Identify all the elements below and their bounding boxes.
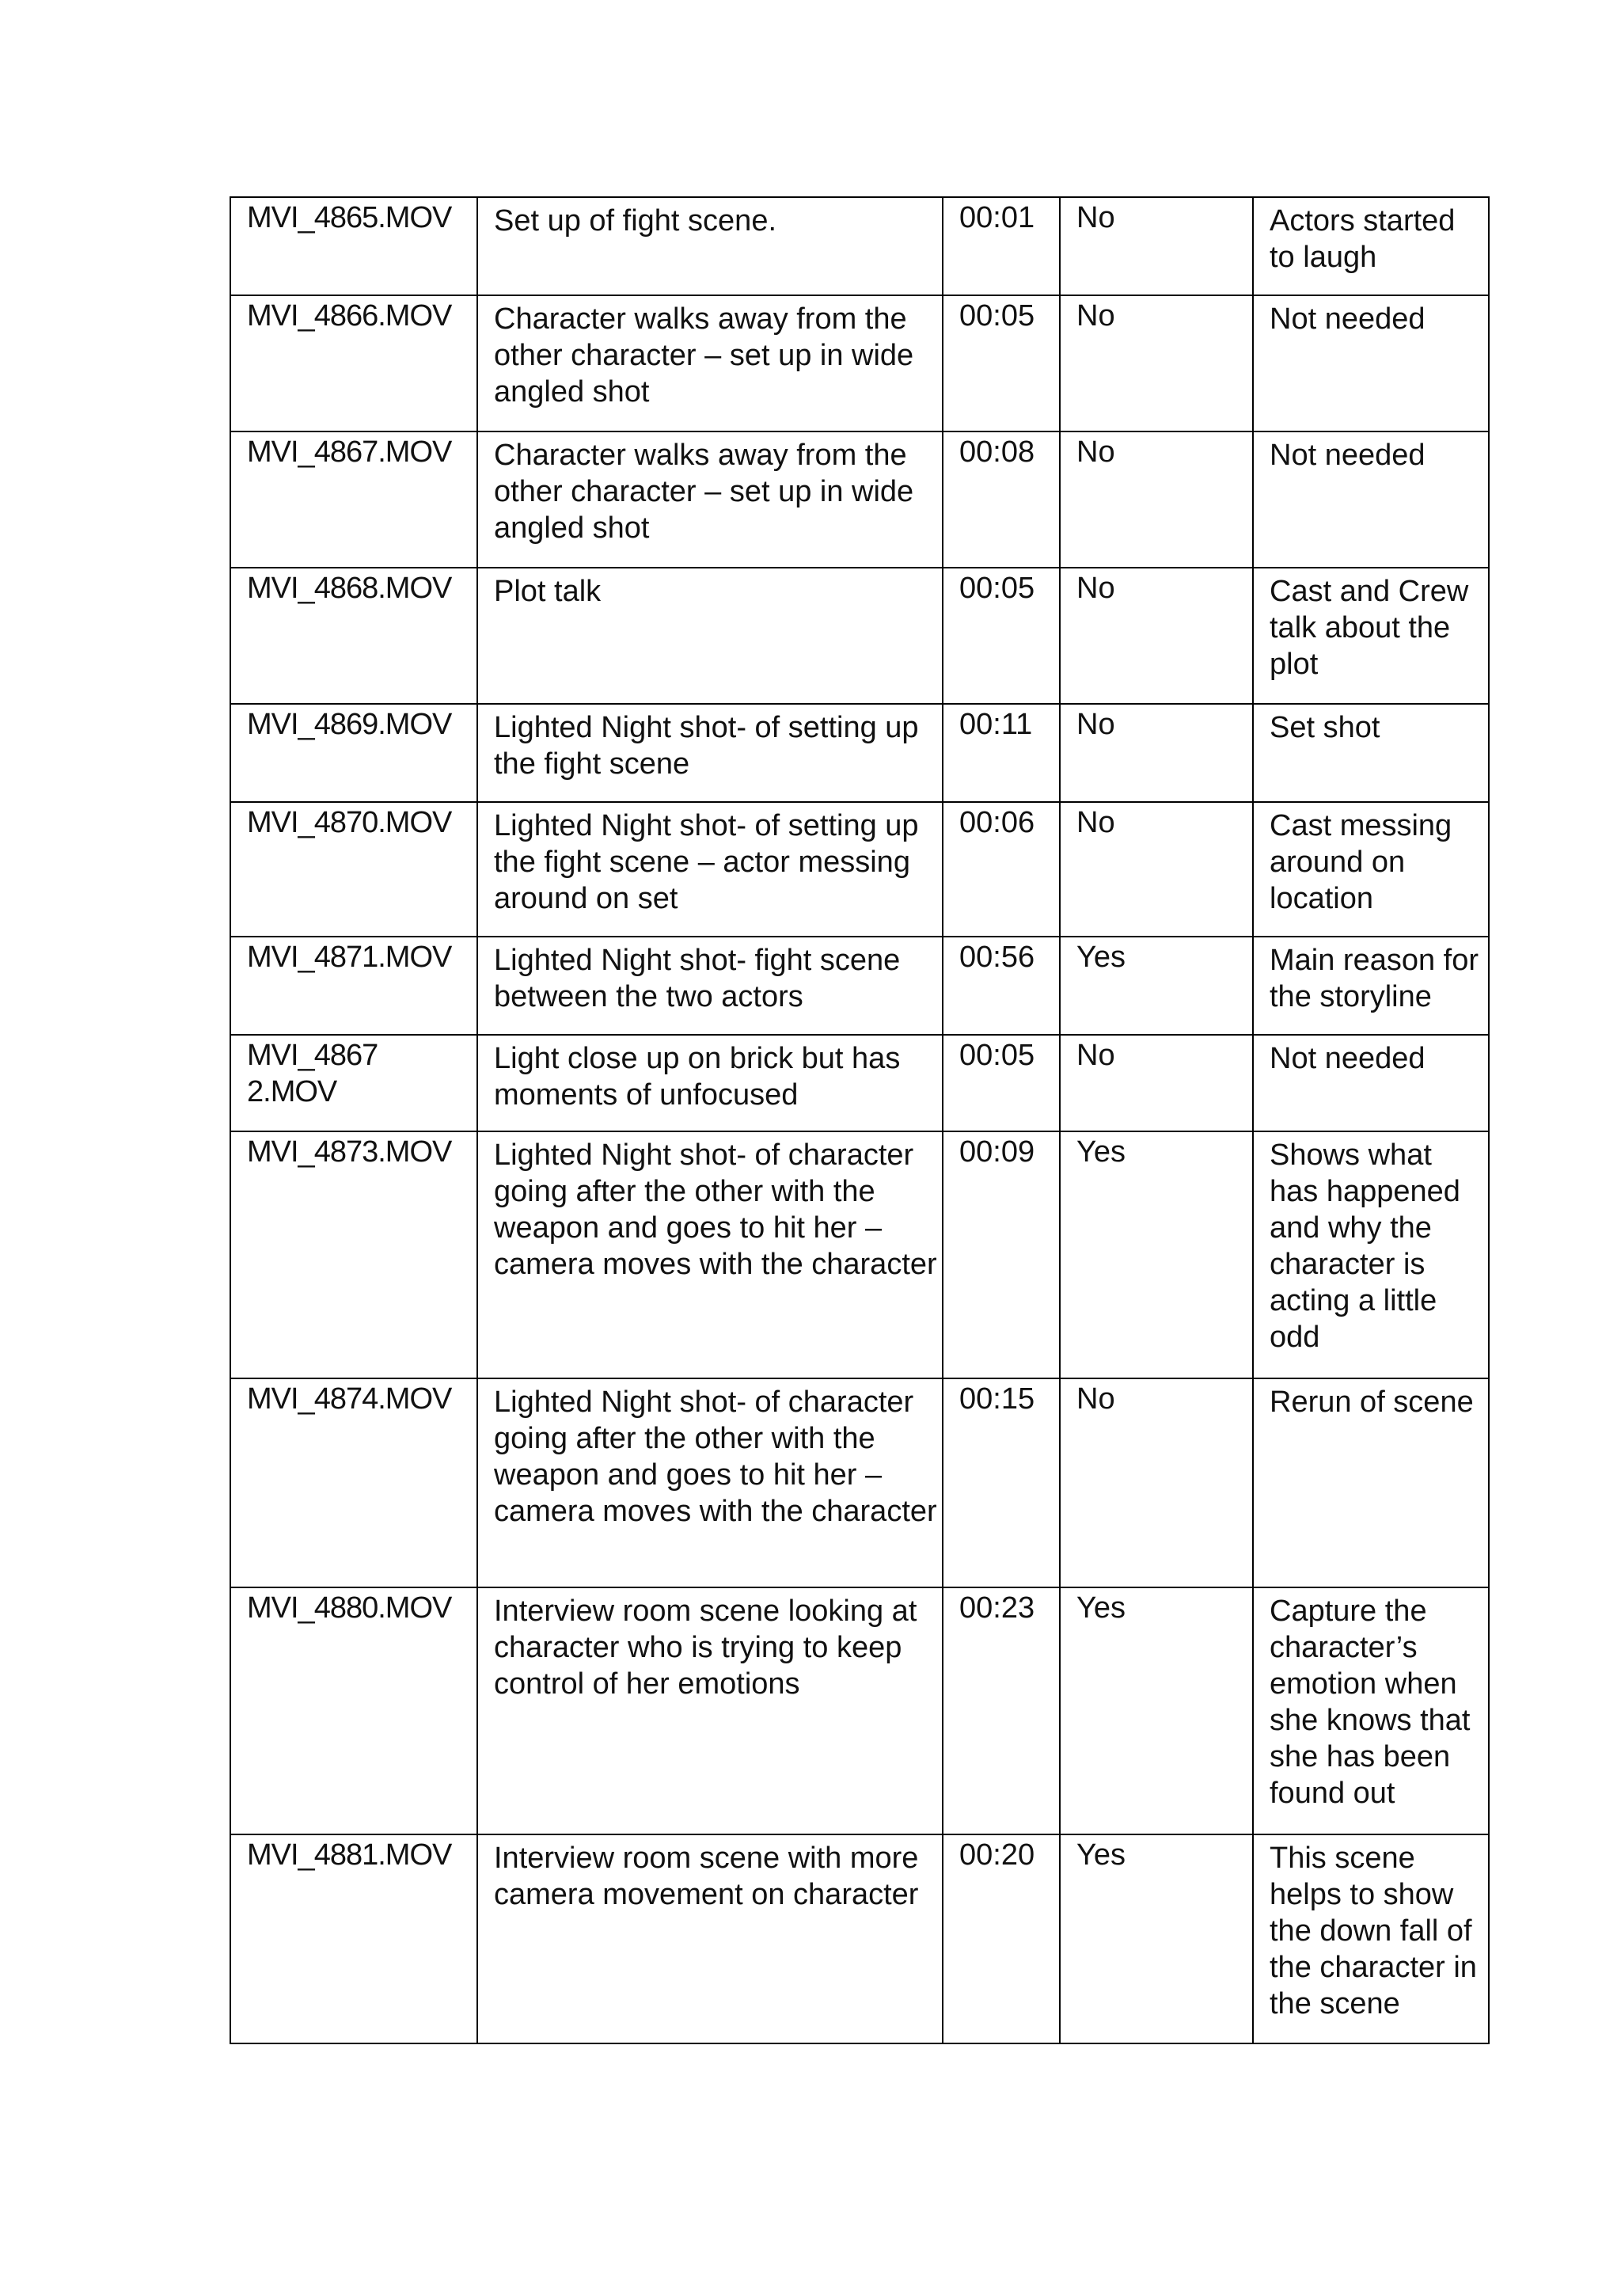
file-name-cell: MVI_4871.MOV bbox=[230, 937, 477, 1035]
table-row bbox=[230, 1035, 1489, 1131]
duration-cell: 00:15 bbox=[943, 1378, 1060, 1587]
file-name-cell: MVI_4866.MOV bbox=[230, 295, 477, 431]
used-cell: Yes bbox=[1060, 937, 1253, 1035]
file-name-cell: MVI_4880.MOV bbox=[230, 1587, 477, 1834]
duration-cell: 00:05 bbox=[943, 1035, 1060, 1131]
file-name-cell: MVI_4865.MOV bbox=[230, 197, 477, 295]
comment-cell: This scene helps to show the down fall of the character in the scene bbox=[1253, 1834, 1489, 2043]
used-cell: No bbox=[1060, 704, 1253, 802]
file-name-cell: MVI_4874.MOV bbox=[230, 1378, 477, 1587]
duration-cell: 00:05 bbox=[943, 568, 1060, 704]
used-cell: No bbox=[1060, 802, 1253, 937]
file-name-cell: MVI_4868.MOV bbox=[230, 568, 477, 704]
used-cell: No bbox=[1060, 1035, 1253, 1131]
comment-cell: Set shot bbox=[1253, 704, 1489, 802]
duration-cell: 00:11 bbox=[943, 704, 1060, 802]
duration-cell: 00:09 bbox=[943, 1131, 1060, 1378]
duration-cell: 00:56 bbox=[943, 937, 1060, 1035]
used-cell: No bbox=[1060, 431, 1253, 568]
comment-cell: Not needed bbox=[1253, 295, 1489, 431]
duration-cell: 00:20 bbox=[943, 1834, 1060, 2043]
table-row bbox=[230, 802, 1489, 937]
used-cell: No bbox=[1060, 1378, 1253, 1587]
duration-cell: 00:01 bbox=[943, 197, 1060, 295]
description-cell: Character walks away from the other character – set up in wide angled shot bbox=[477, 295, 943, 431]
file-name-cell: MVI_4873.MOV bbox=[230, 1131, 477, 1378]
description-cell: Light close up on brick but has moments of unfocused bbox=[477, 1035, 943, 1131]
footage-log-table bbox=[230, 196, 1490, 2044]
comment-cell: Not needed bbox=[1253, 431, 1489, 568]
comment-cell: Not needed bbox=[1253, 1035, 1489, 1131]
description-cell: Lighted Night shot- of character going after the other with the weapon and goes to hit her – camera moves with the character bbox=[477, 1378, 943, 1587]
table-row bbox=[230, 1587, 1489, 1834]
table-row bbox=[230, 1378, 1489, 1587]
used-cell: Yes bbox=[1060, 1131, 1253, 1378]
comment-cell: Actors started to laugh bbox=[1253, 197, 1489, 295]
comment-cell: Cast and Crew talk about the plot bbox=[1253, 568, 1489, 704]
file-name-cell: MVI_4881.MOV bbox=[230, 1834, 477, 2043]
duration-cell: 00:05 bbox=[943, 295, 1060, 431]
file-name-cell: MVI_4867.MOV bbox=[230, 431, 477, 568]
used-cell: No bbox=[1060, 295, 1253, 431]
table-row bbox=[230, 295, 1489, 431]
footage-log-body bbox=[230, 197, 1489, 2043]
description-cell: Lighted Night shot- of character going after the other with the weapon and goes to hit her – camera moves with the character bbox=[477, 1131, 943, 1378]
table-row bbox=[230, 568, 1489, 704]
used-cell: No bbox=[1060, 197, 1253, 295]
table-row bbox=[230, 197, 1489, 295]
description-cell: Set up of fight scene. bbox=[477, 197, 943, 295]
duration-cell: 00:23 bbox=[943, 1587, 1060, 1834]
description-cell: Interview room scene with more camera movement on character bbox=[477, 1834, 943, 2043]
used-cell: Yes bbox=[1060, 1834, 1253, 2043]
table-row bbox=[230, 1834, 1489, 2043]
description-cell: Character walks away from the other character – set up in wide angled shot bbox=[477, 431, 943, 568]
description-cell: Plot talk bbox=[477, 568, 943, 704]
comment-cell: Shows what has happened and why the character is acting a little odd bbox=[1253, 1131, 1489, 1378]
description-cell: Lighted Night shot- of setting up the fight scene – actor messing around on set bbox=[477, 802, 943, 937]
table-row bbox=[230, 431, 1489, 568]
used-cell: No bbox=[1060, 568, 1253, 704]
file-name-cell: MVI_4867 2.MOV bbox=[230, 1035, 477, 1131]
table-row bbox=[230, 937, 1489, 1035]
duration-cell: 00:08 bbox=[943, 431, 1060, 568]
comment-cell: Cast messing around on location bbox=[1253, 802, 1489, 937]
duration-cell: 00:06 bbox=[943, 802, 1060, 937]
comment-cell: Capture the character’s emotion when she knows that she has been found out bbox=[1253, 1587, 1489, 1834]
description-cell: Lighted Night shot- of setting up the fight scene bbox=[477, 704, 943, 802]
description-cell: Interview room scene looking at character who is trying to keep control of her emotions bbox=[477, 1587, 943, 1834]
file-name-cell: MVI_4870.MOV bbox=[230, 802, 477, 937]
table-row bbox=[230, 1131, 1489, 1378]
description-cell: Lighted Night shot- fight scene between the two actors bbox=[477, 937, 943, 1035]
file-name-cell: MVI_4869.MOV bbox=[230, 704, 477, 802]
table-row bbox=[230, 704, 1489, 802]
comment-cell: Rerun of scene bbox=[1253, 1378, 1489, 1587]
used-cell: Yes bbox=[1060, 1587, 1253, 1834]
comment-cell: Main reason for the storyline bbox=[1253, 937, 1489, 1035]
